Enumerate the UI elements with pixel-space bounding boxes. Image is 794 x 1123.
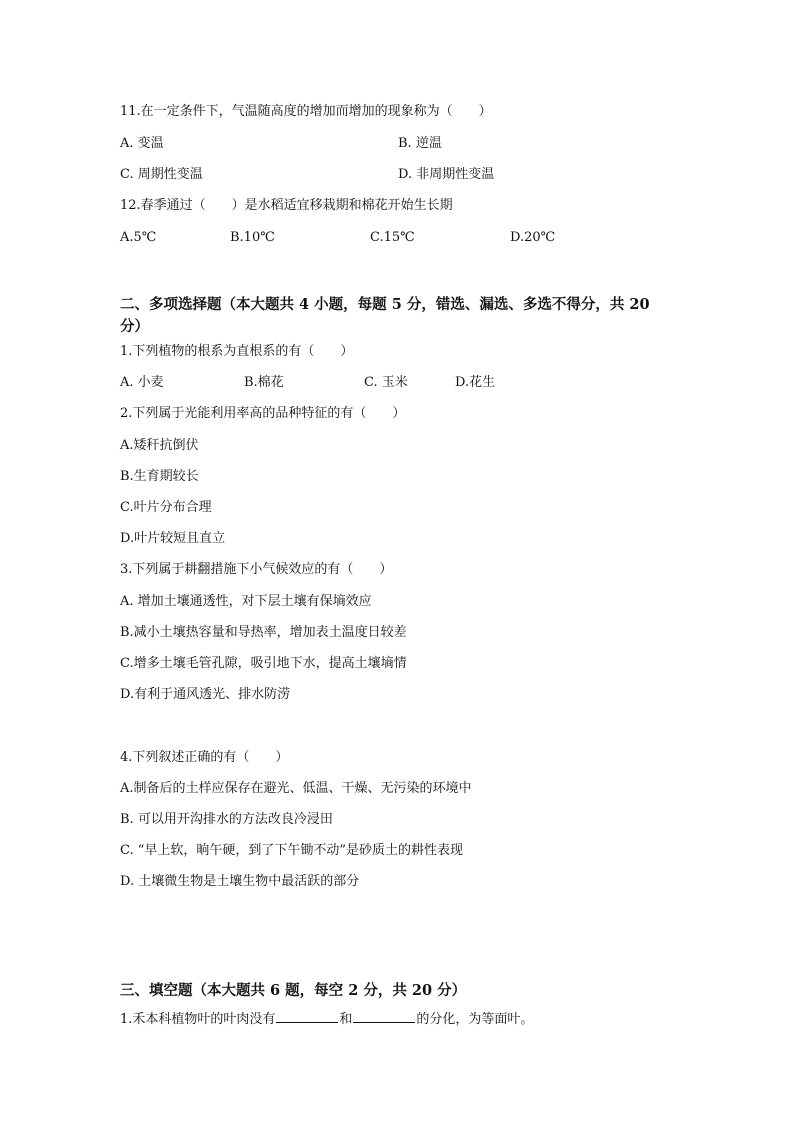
fill-in-1-part2: 和 bbox=[339, 1012, 353, 1027]
mc-4-option-b: B. 可以用开沟排水的方法改良冷浸田 bbox=[120, 812, 333, 827]
mc-3-stem: 3.下列属于耕翻措施下小气候效应的有（ ） bbox=[120, 562, 393, 577]
mc-4-option-a: A.制备后的土样应保存在避光、低温、干燥、无污染的环境中 bbox=[120, 781, 472, 796]
mc-2-option-c: C.叶片分布合理 bbox=[120, 500, 212, 515]
mc-2-option-d: D.叶片较短且直立 bbox=[120, 531, 226, 546]
mc-3-option-c: C.增多土壤毛管孔隙，吸引地下水，提高土壤墒情 bbox=[120, 656, 407, 671]
question-12-stem: 12.春季通过（ ）是水稻适宜移栽期和棉花开始生长期 bbox=[120, 198, 453, 213]
section-3-heading: 三、填空题（本大题共 6 题，每空 2 分，共 20 分） bbox=[120, 982, 467, 999]
mc-4-option-d: D. 土壤微生物是土壤生物中最活跃的部分 bbox=[120, 874, 360, 889]
q11-option-c: C. 周期性变温 bbox=[120, 167, 203, 182]
q12-option-c: C.15℃ bbox=[370, 230, 415, 245]
mc-4-stem: 4.下列叙述正确的有（ ） bbox=[120, 750, 289, 765]
mc-1-option-a: A. 小麦 bbox=[120, 375, 164, 390]
mc-3-option-a: A. 增加土壤通透性，对下层土壤有保墒效应 bbox=[120, 594, 372, 609]
fill-in-1-part3: 的分化，为等面叶。 bbox=[416, 1012, 534, 1027]
q11-option-b: B. 逆温 bbox=[398, 136, 442, 151]
q11-option-d: D. 非周期性变温 bbox=[398, 167, 495, 182]
fill-in-1-part1: 1.禾本科植物叶的叶肉没有 bbox=[120, 1012, 276, 1027]
fill-in-blank-2[interactable] bbox=[353, 1010, 415, 1023]
q12-option-a: A.5℃ bbox=[120, 230, 157, 245]
mc-3-option-d: D.有利于通风透光、排水防涝 bbox=[120, 687, 291, 702]
mc-3-option-b: B.减小土壤热容量和导热率，增加表土温度日较差 bbox=[120, 625, 407, 640]
q12-option-d: D.20℃ bbox=[510, 230, 556, 245]
fill-in-1 bbox=[120, 1010, 533, 1029]
mc-2-option-b: B.生育期较长 bbox=[120, 469, 199, 484]
section-2-heading-line2: 分） bbox=[120, 318, 149, 335]
mc-2-option-a: A.矮秆抗倒伏 bbox=[120, 438, 199, 453]
section-2-heading-line1: 二、多项选择题（本大题共 4 小题，每题 5 分，错选、漏选、多选不得分，共 20 bbox=[120, 296, 650, 313]
mc-2-stem: 2.下列属于光能利用率高的品种特征的有（ ） bbox=[120, 406, 406, 421]
mc-1-option-c: C. 玉米 bbox=[364, 375, 408, 390]
mc-1-option-d: D.花生 bbox=[455, 375, 496, 390]
question-11-stem: 11.在一定条件下，气温随高度的增加而增加的现象称为（ ） bbox=[120, 104, 492, 119]
q12-option-b: B.10℃ bbox=[230, 230, 275, 245]
q11-option-a: A. 变温 bbox=[120, 136, 164, 151]
fill-in-blank-1[interactable] bbox=[276, 1010, 338, 1023]
mc-4-option-c: C. “早上软，晌午硬，到了下午锄不动”是砂质土的耕性表现 bbox=[120, 843, 464, 858]
mc-1-option-b: B.棉花 bbox=[244, 375, 284, 390]
mc-1-stem: 1.下列植物的根系为直根系的有（ ） bbox=[120, 344, 354, 359]
